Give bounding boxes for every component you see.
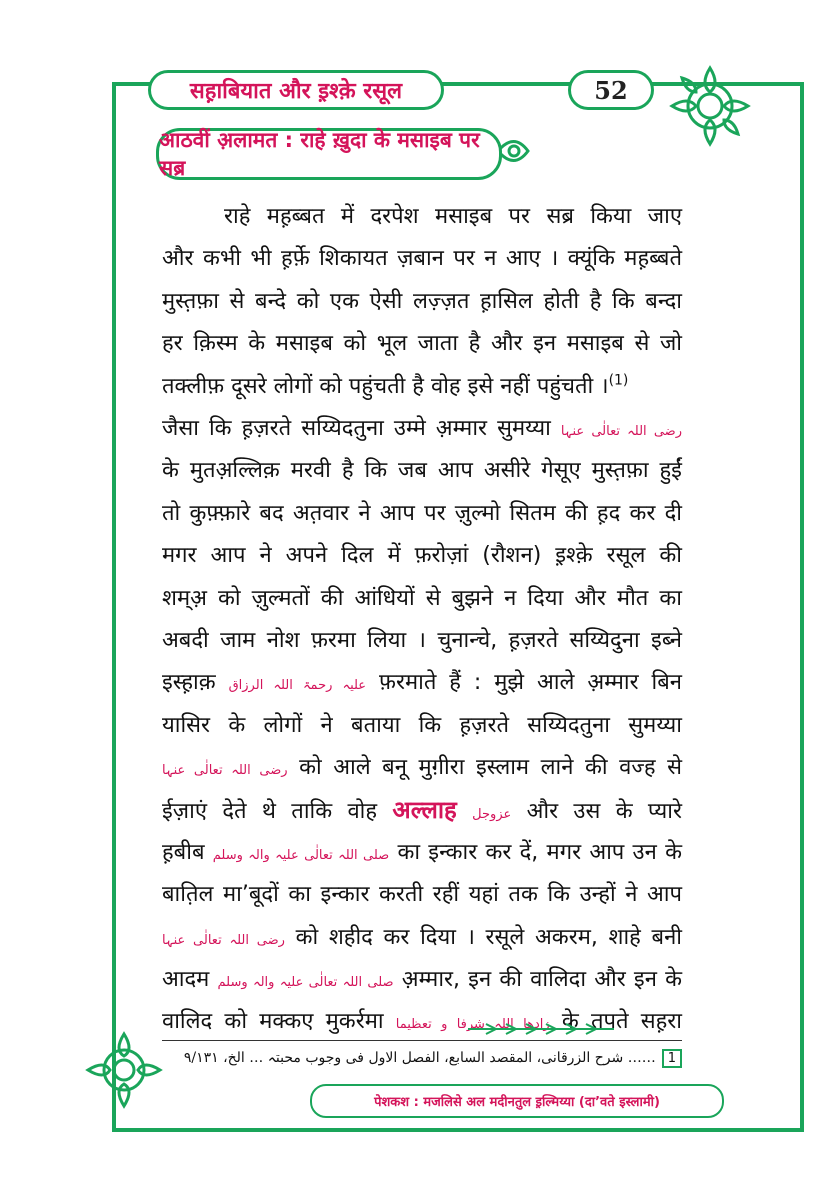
text-span: इस्ह़ाक़: [162, 670, 216, 696]
text-line: मगर आप ने अपने दिल में फ़रोज़ां (रौशन) इ़श्के़ रसूल की: [162, 543, 682, 569]
text-span: आदम: [162, 967, 210, 993]
frame-bottom-border: [112, 1128, 804, 1132]
book-title: सह़ाबियात और इ़श्के़ रसूल: [148, 70, 444, 110]
footnote: [162, 1043, 682, 1073]
text-span: अ़म्मार, इन की वालिदा और इन के: [401, 967, 682, 993]
text-line: राहे मह़ब्बत में दरपेश मसाइब पर सब्र किया जाए: [224, 204, 682, 229]
frame-right-border: [800, 82, 804, 1132]
text-line: [162, 959, 682, 1001]
text-line: [162, 408, 682, 450]
honorific: زادھا اللہ شرفا و تعظیما: [395, 1017, 550, 1033]
honorific: رضی اللہ تعالٰی عنہا: [162, 932, 285, 948]
floral-ornament-icon: [666, 62, 754, 150]
text-span: फ़रमाते हैं : मुझे आले अ़म्मार बिन: [379, 670, 682, 696]
footnote-text: …… شرح الزرقانی، المقصد السابع، الفصل الاول فی وجوب محبتہ … الخ، ۹/۱۳۱: [183, 1050, 656, 1066]
text-line: [162, 832, 682, 874]
text-line: अबदी जाम नोश फ़रमा लिया । चुनान्चे, ह़ज़रते सय्यिदुना इब्ने: [162, 627, 682, 653]
honorific: صلی اللہ تعالٰی علیہ والہ وسلم: [212, 847, 390, 863]
text-line: के मुतअ़ल्लिक़ मरवी है कि जब आप असीरे गेसूए मुस्त़फ़ा हुईं: [162, 458, 682, 484]
body-text: [162, 196, 682, 1044]
text-span: और उस के प्यारे: [526, 799, 683, 825]
footnote-marker: (1): [608, 372, 629, 389]
text-line: तो कुफ़्फ़ारे बद अत़वार ने आप पर ज़ुल्मो सितम की ह़द कर दी: [162, 500, 682, 526]
text-line: [162, 917, 682, 959]
text-line: [162, 662, 682, 704]
section-divider-icon: [466, 1022, 616, 1036]
text-line: यासिर के लोगों ने बताया कि ह़ज़रते सय्यिदतुना सुमय्या: [162, 712, 682, 738]
text-span: तक्लीफ़ दूसरे लोगों को पहुंचती है वोह इसे नहीं पहुंचती ।: [162, 373, 609, 399]
frame-left-border: [112, 82, 116, 1132]
text-line: और कभी भी ह़र्फ़े शिकायत ज़बान पर न आए । क्यूंकि मह़ब्बते: [162, 246, 682, 272]
text-span: ईज़ाएं देते थे ताकि वोह: [162, 799, 378, 825]
text-line: हर क़िस्म के मसाइब को भूल जाता है और इन मसाइब से जो: [162, 331, 682, 357]
honorific: علیہ رحمۃ اللہ الرزاق: [228, 678, 367, 694]
honorific: رضی اللہ تعالٰی عنہا: [560, 423, 682, 439]
honorific: رضی اللہ تعالٰی عنہا: [162, 763, 288, 779]
text-span: वालिद को मक्कए मुकर्रमा: [162, 1009, 384, 1035]
section-heading: आठवीं अ़लामत : राहे ख़ुदा के मसाइब पर सब्र: [156, 128, 502, 180]
text-span: को आले बनू मुग़ीरा इस्लाम लाने की वज्ह से: [299, 755, 683, 781]
text-line: मुस्त़फ़ा से बन्दे को एक ऐसी लज़्ज़त ह़ासिल होती है कि बन्दा: [162, 288, 682, 314]
honorific: عزوجل: [472, 807, 512, 823]
text-line: [162, 789, 682, 831]
text-span: जैसा कि ह़ज़रते सय्यिदतुना उम्मे अ़म्मार सुमय्या: [162, 415, 551, 441]
text-line: [162, 366, 682, 408]
text-span: को शहीद कर दिया । रसूले अकरम, शाहे बनी: [295, 924, 682, 950]
text-line: बात़िल मा’बूदों का इन्कार करती रहीं यहां तक कि उन्हों ने आप: [162, 882, 682, 908]
page-number: 52: [568, 70, 654, 110]
footnote-number: 1: [662, 1049, 682, 1068]
honorific: صلی اللہ تعالٰی علیہ والہ وسلم: [217, 975, 394, 991]
floral-ornament-icon: [84, 1030, 164, 1110]
allah-word: अल्लाह: [392, 795, 457, 825]
text-span: ह़बीब: [162, 839, 205, 865]
text-span: का इन्कार कर दें, मगर आप उन के: [397, 839, 682, 865]
text-line: शम्अ़ को ज़ुल्मतों की आंधियों से बुझने न दिया और मौत का: [162, 585, 682, 611]
publisher-label: पेशकश : मजलिसे अल मदीनतुल इ़ल्मिय्या (दा’वते इस्लामी): [310, 1084, 724, 1118]
footnote-rule: [162, 1040, 682, 1041]
text-span: के तपते सह़रा: [561, 1009, 682, 1035]
text-line: [162, 747, 682, 789]
